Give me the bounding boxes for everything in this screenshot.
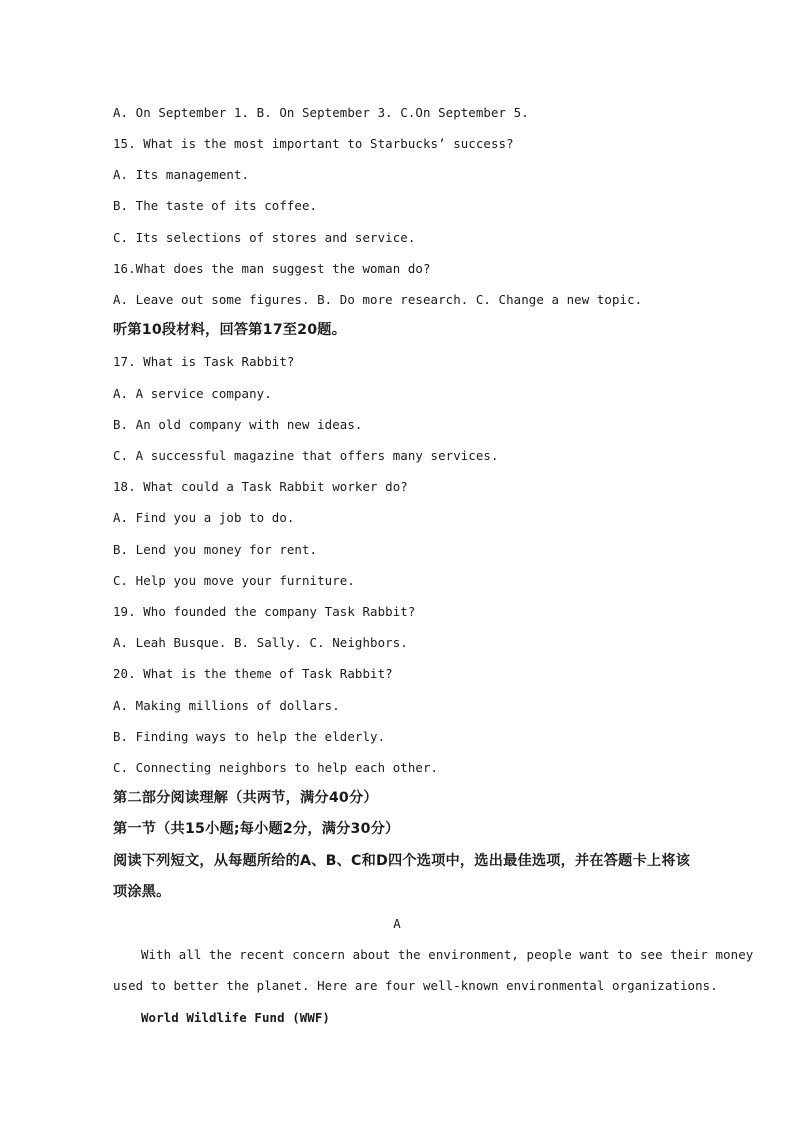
- q18-option-c: C. Help you move your furniture.: [113, 573, 355, 588]
- question-15: 15. What is the most important to Starbucks’ success?: [113, 136, 514, 151]
- section-1-title: 第一节（共15小题;每小题2分，满分30分）: [113, 821, 400, 837]
- section-10-heading: 听第10段材料，回答第17至20题。: [113, 322, 347, 338]
- q14-options: A. On September 1. B. On September 3. C.On September 5.: [113, 105, 529, 120]
- q15-option-a: A. Its management.: [113, 167, 250, 182]
- q18-option-b: B. Lend you money for rent.: [113, 542, 318, 557]
- question-20: 20. What is the theme of Task Rabbit?: [113, 666, 393, 681]
- q18-option-a: A. Find you a job to do.: [113, 510, 295, 525]
- question-18: 18. What could a Task Rabbit worker do?: [113, 479, 408, 494]
- q15-option-b: B. The taste of its coffee.: [113, 198, 318, 213]
- q17-option-b: B. An old company with new ideas.: [113, 417, 363, 432]
- instruction-line-2: 项涂黑。: [113, 884, 171, 900]
- passage-line-1: With all the recent concern about the environment, people want to see their money: [141, 947, 754, 962]
- q17-option-c: C. A successful magazine that offers many services.: [113, 448, 499, 463]
- part-2-title: 第二部分阅读理解（共两节，满分40分）: [113, 790, 378, 806]
- q20-option-b: B. Finding ways to help the elderly.: [113, 729, 386, 744]
- q15-option-c: C. Its selections of stores and service.: [113, 230, 416, 245]
- passage-label: A: [393, 916, 401, 931]
- q20-option-a: A. Making millions of dollars.: [113, 698, 340, 713]
- q20-option-c: C. Connecting neighbors to help each other.: [113, 760, 439, 775]
- question-19: 19. Who founded the company Task Rabbit?: [113, 604, 416, 619]
- q17-option-a: A. A service company.: [113, 386, 272, 401]
- question-16: 16.What does the man suggest the woman do?: [113, 261, 431, 276]
- question-17: 17. What is Task Rabbit?: [113, 354, 295, 369]
- q16-options: A. Leave out some figures. B. Do more research. C. Change a new topic.: [113, 292, 643, 307]
- q19-options: A. Leah Busque. B. Sally. C. Neighbors.: [113, 635, 408, 650]
- passage-line-2: used to better the planet. Here are four well-known environmental organizations.: [113, 978, 718, 993]
- passage-subheading: World Wildlife Fund (WWF): [141, 1010, 330, 1025]
- instruction-line-1: 阅读下列短文，从每题所给的A、B、C和D四个选项中，选出最佳选项，并在答题卡上将该: [113, 853, 691, 869]
